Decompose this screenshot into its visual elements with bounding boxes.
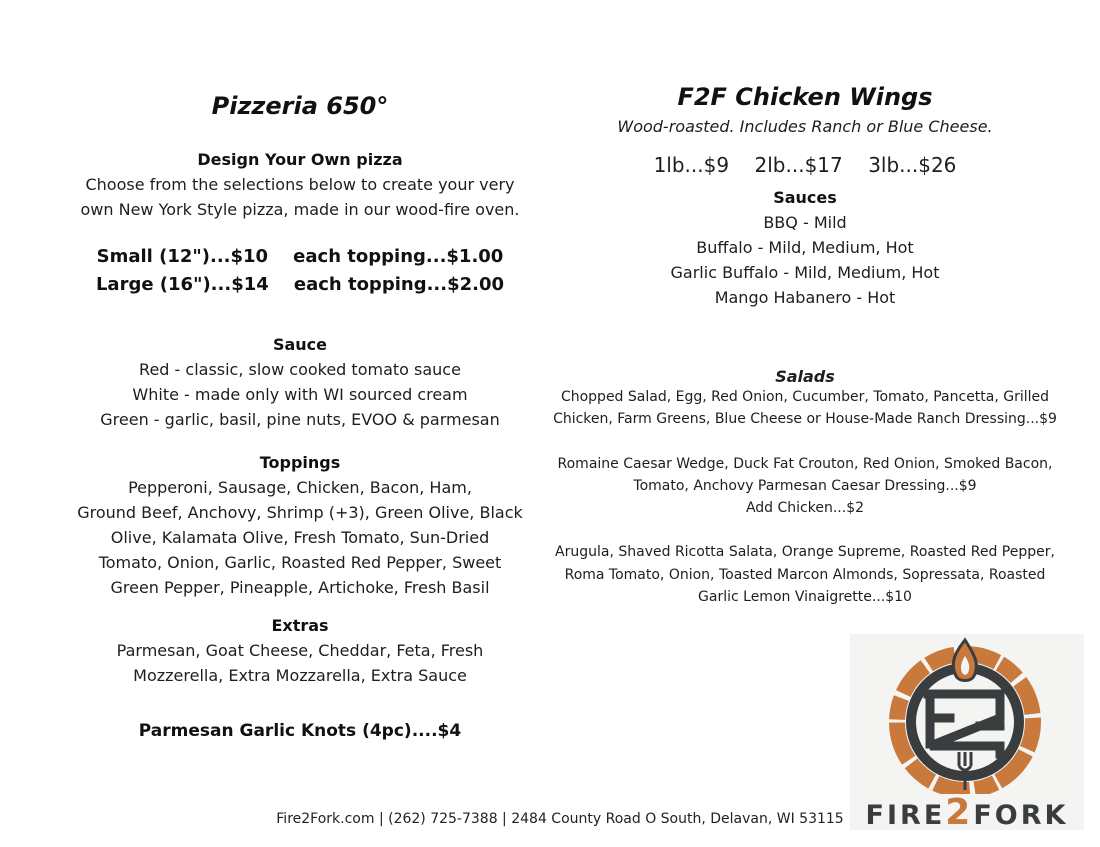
- logo-word-2: 2: [945, 792, 974, 833]
- dyo-line-2: own New York Style pizza, made in our wood-fire oven.: [80, 200, 520, 219]
- wing-sauce-item: Garlic Buffalo - Mild, Medium, Hot: [670, 263, 940, 282]
- wings-price: 2lb...$17: [754, 153, 843, 177]
- toppings-line: Olive, Kalamata Olive, Fresh Tomato, Sun-Dried: [110, 528, 490, 547]
- toppings-heading: Toppings: [259, 453, 341, 472]
- garlic-knots: Parmesan Garlic Knots (4pc)....$4: [138, 721, 462, 741]
- size-small-row: [60, 246, 540, 267]
- wing-sauces-heading: Sauces: [773, 188, 837, 207]
- dyo-heading: Design Your Own pizza: [197, 150, 403, 169]
- toppings-line: Pepperoni, Sausage, Chicken, Bacon, Ham,: [128, 478, 472, 497]
- wing-sauce-item: Buffalo - Mild, Medium, Hot: [696, 238, 914, 257]
- logo-emblem: [850, 634, 1084, 794]
- logo-word-fire: FIRE: [865, 800, 946, 831]
- wings-price-row: [540, 153, 1070, 177]
- fire2fork-logo: [850, 634, 1084, 833]
- salad-line: Roma Tomato, Onion, Toasted Marcon Almonds, Sopressata, Roasted: [564, 567, 1046, 583]
- wings-title: F2F Chicken Wings: [677, 83, 933, 111]
- topping-small-price: each topping...$1.00: [293, 246, 504, 267]
- sauce-item: Red - classic, slow cooked tomato sauce: [139, 360, 461, 379]
- salad-addon: Add Chicken...$2: [745, 500, 865, 516]
- wings-section: [540, 0, 1070, 620]
- salads-heading: Salads: [775, 367, 835, 386]
- salad-line: Arugula, Shaved Ricotta Salata, Orange Supreme, Roasted Red Pepper,: [555, 544, 1055, 560]
- extras-line: Mozzerella, Extra Mozzarella, Extra Sauce: [133, 666, 467, 685]
- topping-large-price: each topping...$2.00: [293, 274, 505, 295]
- wings-price: 1lb...$9: [653, 153, 730, 177]
- sauce-heading: Sauce: [272, 335, 328, 354]
- wings-price: 3lb...$26: [868, 153, 957, 177]
- pizza-section: [60, 0, 540, 760]
- size-large-price: Large (16")...$14: [95, 274, 269, 295]
- toppings-line: Green Pepper, Pineapple, Artichoke, Fresh Basil: [110, 578, 490, 597]
- toppings-line: Tomato, Onion, Garlic, Roasted Red Pepper, Sweet: [98, 553, 502, 572]
- dyo-line-1: Choose from the selections below to create your very: [85, 175, 515, 194]
- wing-sauce-item: Mango Habanero - Hot: [714, 288, 896, 307]
- pizza-title: Pizzeria 650°: [211, 92, 389, 120]
- wing-sauce-item: BBQ - Mild: [763, 213, 847, 232]
- extras-line: Parmesan, Goat Cheese, Cheddar, Feta, Fresh: [116, 641, 484, 660]
- salad-line: Chopped Salad, Egg, Red Onion, Cucumber, Tomato, Pancetta, Grilled: [560, 389, 1050, 405]
- sauce-item: White - made only with WI sourced cream: [132, 385, 468, 404]
- salad-line: Romaine Caesar Wedge, Duck Fat Crouton, Red Onion, Smoked Bacon,: [557, 456, 1053, 472]
- salad-line: Tomato, Anchovy Parmesan Caesar Dressing...$9: [633, 478, 977, 494]
- toppings-line: Ground Beef, Anchovy, Shrimp (+3), Green Olive, Black: [77, 503, 523, 522]
- size-small-price: Small (12")...$10: [96, 246, 269, 267]
- size-large-row: [60, 274, 540, 295]
- salad-line: Garlic Lemon Vinaigrette...$10: [698, 589, 912, 605]
- wings-subtitle: Wood-roasted. Includes Ranch or Blue Cheese.: [617, 117, 993, 136]
- sauce-item: Green - garlic, basil, pine nuts, EVOO & parmesan: [100, 410, 500, 429]
- salad-line: Chicken, Farm Greens, Blue Cheese or House-Made Ranch Dressing...$9: [553, 411, 1057, 427]
- extras-heading: Extras: [271, 616, 329, 635]
- footer-contact: Fire2Fork.com | (262) 725-7388 | 2484 County Road O South, Delavan, WI 53115: [276, 811, 844, 827]
- logo-word-fork: FORK: [973, 800, 1069, 831]
